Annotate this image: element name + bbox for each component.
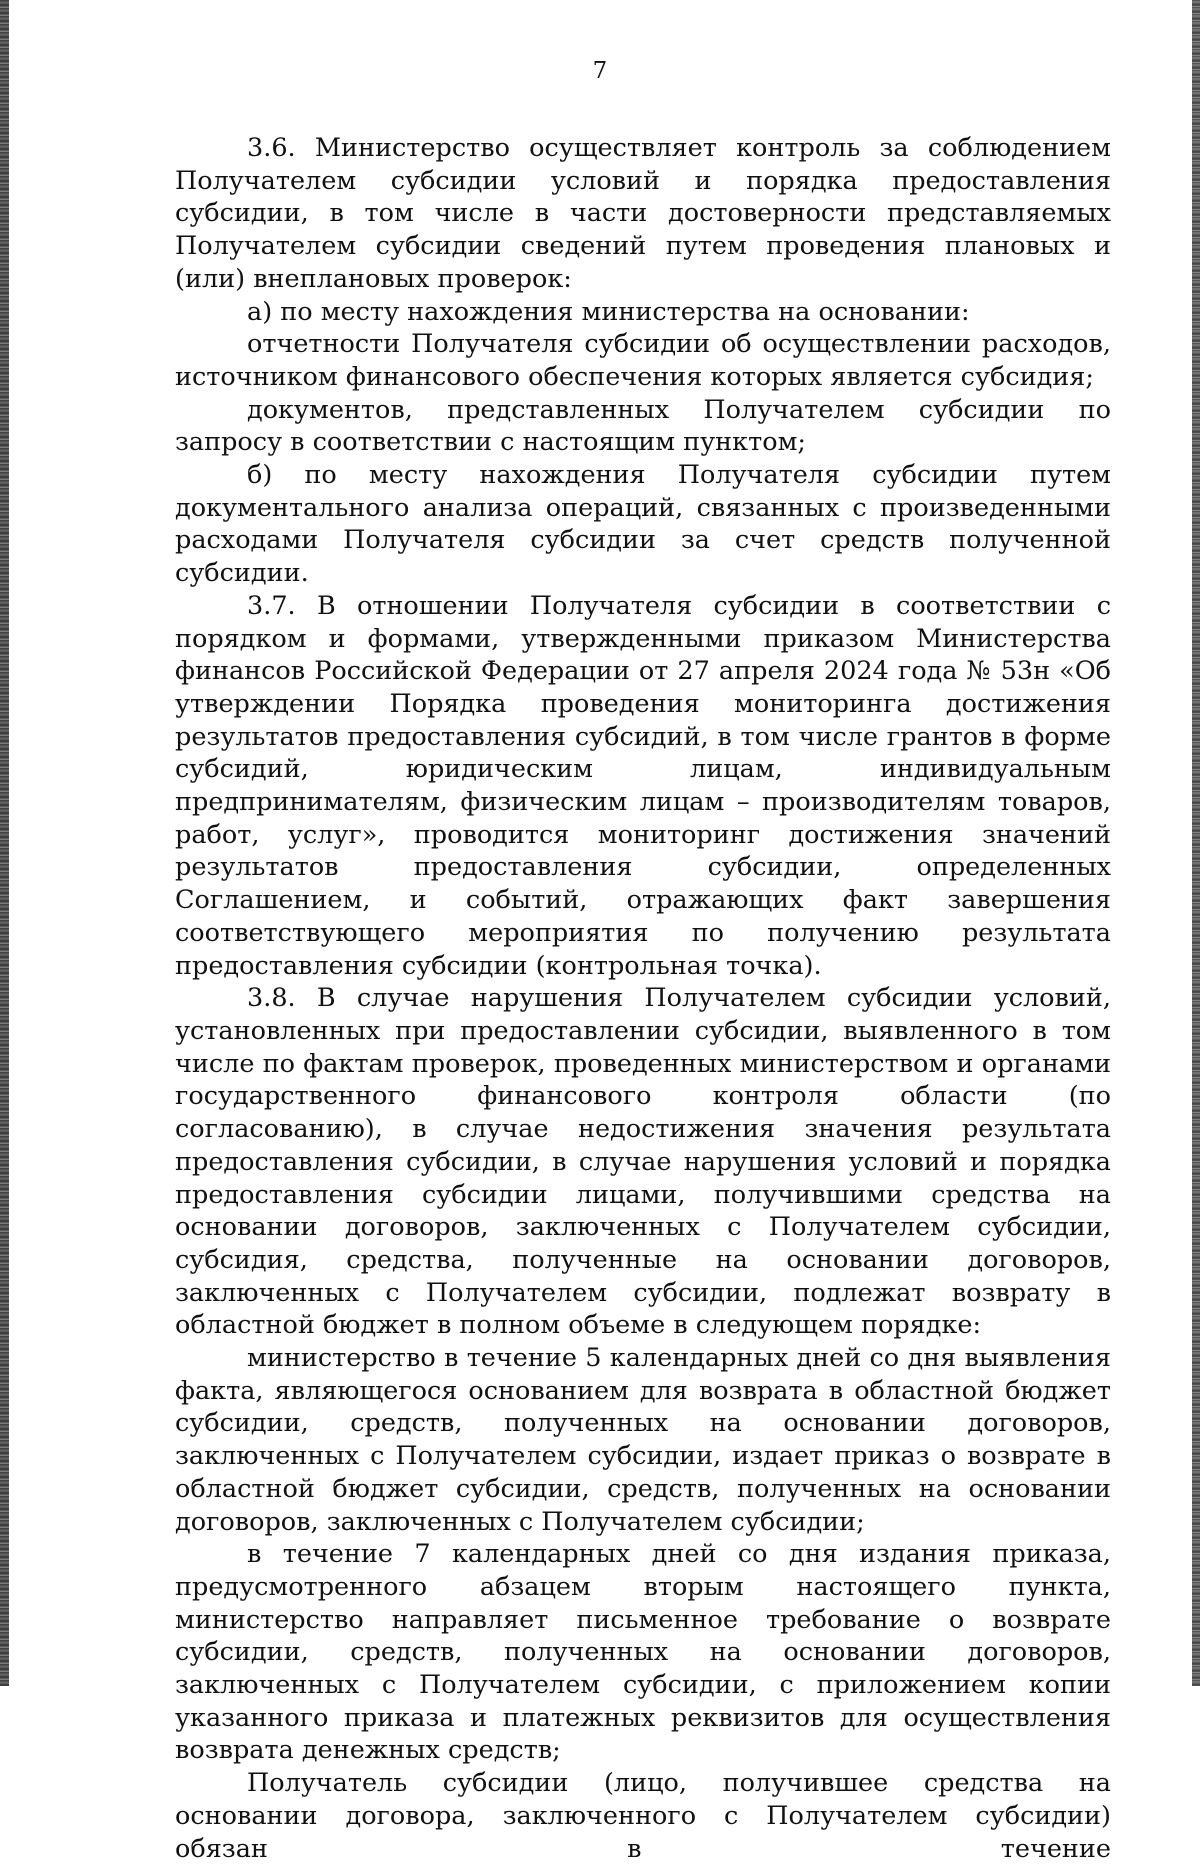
paragraph-item-b: б) по месту нахождения Получателя субсидии путем документального анализа операций, связанных с произведенными расходами Получателя субсидии за счет средств полученной субсидии. — [175, 460, 1111, 589]
scan-edge-left — [0, 0, 9, 1686]
paragraph-3-6: 3.6. Министерство осуществляет контроль за соблюдением Получателем субсидии условий и порядка предоставления субсидии, в том числе в части достоверности представляемых Получателем субсидии сведений путем проведения плановых и (или) внеплановых проверок: — [175, 133, 1111, 294]
document-body — [175, 132, 1111, 1865]
paragraph-documents: документов, представленных Получателем субсидии по запросу в соответствии с настоящим пунктом; — [175, 394, 1111, 458]
page-number: 7 — [592, 58, 608, 84]
paragraph-recipient-obligation: Получатель субсидии (лицо, получившее средства на основании договора, заключенного с Получателем субсидии) обязан в течение — [175, 1768, 1111, 1864]
paragraph-item-a: а) по месту нахождения министерства на основании: — [247, 296, 970, 327]
paragraph-3-8: 3.8. В случае нарушения Получателем субсидии условий, установленных при предоставлении субсидии, выявленного в том числе по фактам проверок, проведенных министерством и органами государственного финансового контроля области (по согласованию), в случае недостижения значения результата предоставления субсидии, в случае нарушения условий и порядка предоставления субсидии лицами, получившими средства на основании договоров, заключенных с Получателем субсидии, субсидия, средства, полученные на основании договоров, заключенных с Получателем субсидии, подлежат возврату в областной бюджет в полном объеме в следующем порядке: — [175, 983, 1111, 1341]
paragraph-reporting: отчетности Получателя субсидии об осуществлении расходов, источником финансового обеспечения которых является субсидия; — [175, 329, 1111, 392]
paragraph-ministry-order: министерство в течение 5 календарных дней со дня выявления факта, являющегося основанием для возврата в областной бюджет субсидии, средств, полученных на основании договоров, заключенных с Получателем субсидии, издает приказ о возврате в областной бюджет субсидии, средств, полученных на основании договоров, заключенных с Получателем субсидии; — [175, 1343, 1111, 1537]
paragraph-written-demand: в течение 7 календарных дней со дня издания приказа, предусмотренного абзацем вторым настоящего пункта, министерство направляет письменное требование о возврате субсидии, средств, полученных на основании договоров, заключенных с Получателем субсидии, с приложением копии указанного приказа и платежных реквизитов для осуществления возврата денежных средств; — [175, 1539, 1111, 1766]
paragraph-3-7: 3.7. В отношении Получателя субсидии в соответствии с порядком и формами, утвержденными приказом Министерства финансов Российской Федерации от 27 апреля 2024 года № 53н «Об утверждении Порядка проведения мониторинга достижения результатов предоставления субсидий, в том числе грантов в форме субсидий, юридическим лицам, индивидуальным предпринимателям, физическим лицам – производителям товаров, работ, услуг», проводится мониторинг достижения значений результатов предоставления субсидии, определенных Соглашением, и событий, отражающих факт завершения соответствующего мероприятия по получению результата предоставления субсидии (контрольная точка). — [175, 590, 1111, 981]
scan-edge-right — [1192, 0, 1200, 1686]
